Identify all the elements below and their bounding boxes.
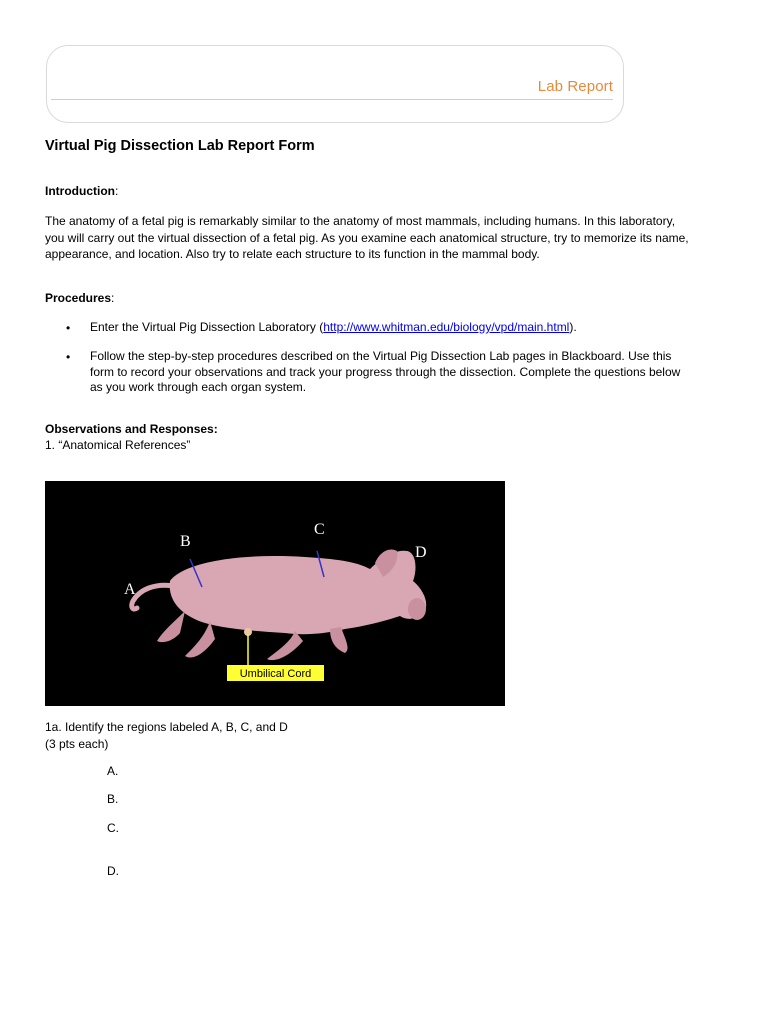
- umbilical-callout-label: Umbilical Cord: [239, 668, 312, 680]
- vpd-lab-link[interactable]: http://www.whitman.edu/biology/vpd/main.html: [323, 320, 570, 334]
- header-divider: [51, 99, 613, 100]
- answer-label-d: D.: [107, 864, 119, 878]
- answer-label-b: B.: [107, 792, 119, 806]
- introduction-heading-colon: :: [114, 184, 119, 198]
- bullet-1-marker: •: [66, 321, 71, 335]
- umbilical-stub: [244, 628, 252, 636]
- procedures-heading-colon: :: [111, 291, 115, 305]
- procedures-heading-line: [45, 290, 114, 307]
- procedure-item-2: [90, 349, 720, 396]
- fetal-pig-figure: [45, 481, 505, 706]
- procedure-item-1: [90, 320, 720, 336]
- report-header-banner: [46, 45, 624, 123]
- observations-heading: Observations and Responses:: [45, 422, 218, 436]
- label-c: C: [314, 521, 325, 538]
- procedure-item-2-line-1: Follow the step-by-step procedures described on the Virtual Pig Dissection Lab pages in Blackboard. Use this: [90, 349, 672, 363]
- label-b: B: [180, 533, 191, 550]
- fetal-pig-illustration: [45, 481, 505, 706]
- introduction-heading: Introduction: [45, 184, 115, 198]
- header-label: Lab Report: [537, 78, 613, 95]
- page-title: Virtual Pig Dissection Lab Report Form: [45, 138, 315, 154]
- introduction-heading-line: [45, 183, 118, 200]
- introduction-line-2: you will carry out the virtual dissection of a fetal pig. As you examine each anatomical structure, try to memorize its name,: [45, 230, 689, 245]
- label-d: D: [415, 544, 427, 561]
- pig-snout: [408, 598, 426, 620]
- label-a: A: [124, 581, 136, 598]
- introduction-paragraph: [45, 213, 735, 263]
- question-1a-points: (3 pts each): [45, 736, 109, 751]
- procedures-heading: Procedures: [45, 291, 112, 305]
- procedure-item-2-line-3: as you work through each organ system.: [90, 380, 307, 394]
- question-1a: [45, 719, 288, 752]
- answer-label-a: A.: [107, 764, 119, 778]
- introduction-line-3: appearance, and location. Also try to relate each structure to its function in the mammal body.: [45, 247, 540, 261]
- observations-subheading: 1. “Anatomical References”: [45, 438, 191, 452]
- procedure-item-1-prefix: Enter the Virtual Pig Dissection Laboratory (: [90, 320, 324, 334]
- introduction-line-1: The anatomy of a fetal pig is remarkably similar to the anatomy of most mammals, including humans. In this laboratory,: [45, 214, 676, 228]
- answer-label-c: C.: [107, 821, 119, 835]
- procedure-item-1-suffix: ).: [569, 320, 577, 334]
- procedure-item-2-line-2: form to record your observations and track your progress through the dissection. Complete the questions below: [90, 364, 681, 379]
- question-1a-prompt: 1a. Identify the regions labeled A, B, C, and D: [45, 720, 288, 734]
- bullet-2-marker: •: [66, 350, 71, 364]
